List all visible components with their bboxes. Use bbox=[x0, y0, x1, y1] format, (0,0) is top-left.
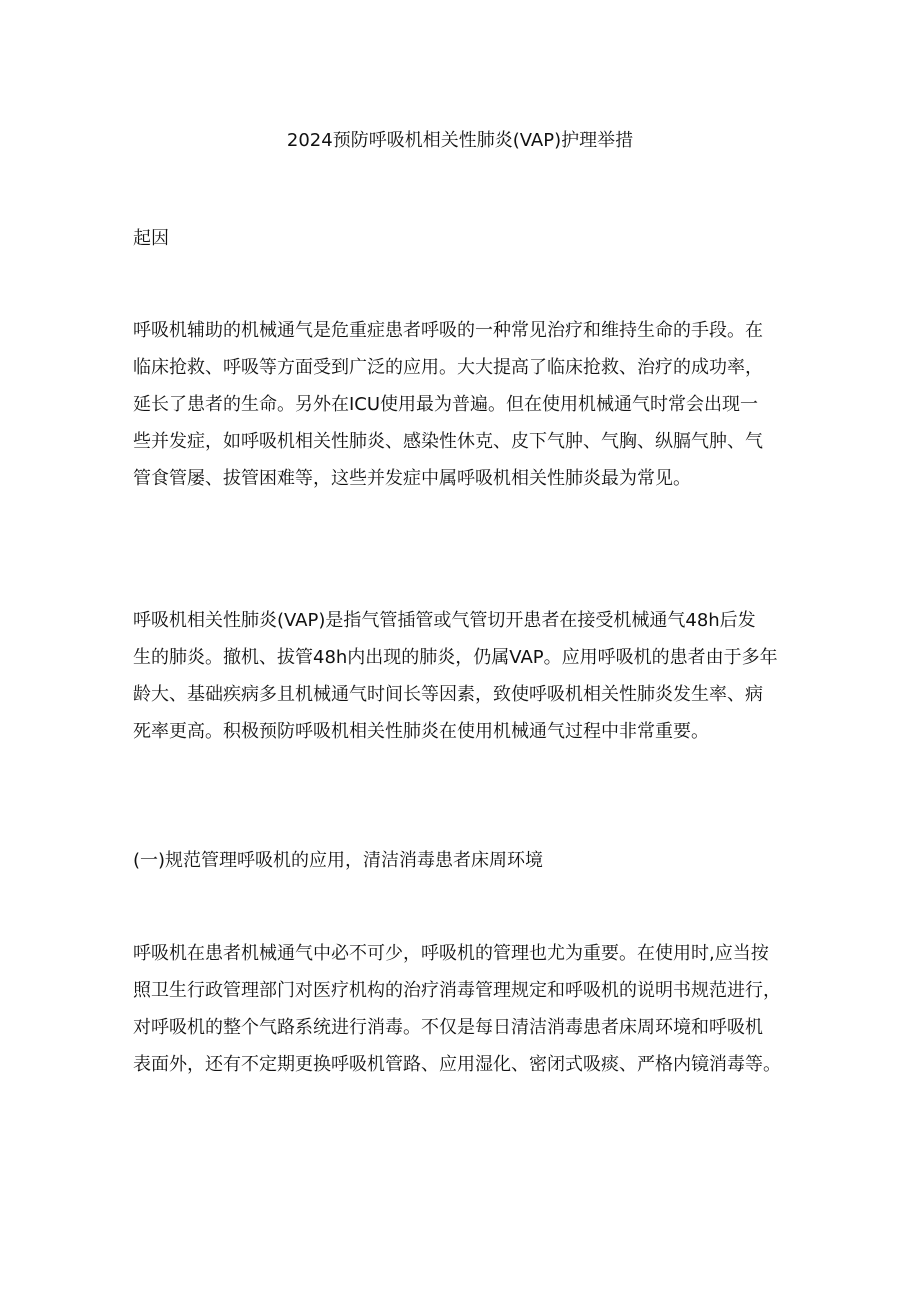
document-title: 2024预防呼吸机相关性肺炎(VAP)护理举措 bbox=[286, 130, 634, 151]
section-heading-cause: 起因 bbox=[133, 228, 169, 249]
section-heading-1: (一)规范管理呼吸机的应用，清洁消毒患者床周环境 bbox=[133, 850, 544, 871]
paragraph-line: 对呼吸机的整个气路系统进行消毒。不仅是每日清洁消毒患者床周环境和呼吸机 bbox=[133, 1017, 763, 1038]
paragraph-line: 表面外，还有不定期更换呼吸机管路、应用湿化、密闭式吸痰、严格内镜消毒等。 bbox=[133, 1054, 781, 1075]
paragraph-line: 照卫生行政管理部门对医疗机构的治疗消毒管理规定和呼吸机的说明书规范进行， bbox=[133, 980, 781, 1001]
paragraph-line: 呼吸机相关性肺炎(VAP)是指气管插管或气管切开患者在接受机械通气48h后发 bbox=[133, 610, 756, 631]
paragraph-line: 些并发症，如呼吸机相关性肺炎、感染性休克、皮下气肿、气胸、纵膈气肿、气 bbox=[133, 431, 763, 452]
paragraph-line: 临床抢救、呼吸等方面受到广泛的应用。大大提高了临床抢救、治疗的成功率， bbox=[133, 357, 763, 378]
paragraph-line: 管食管屡、拔管困难等，这些并发症中属呼吸机相关性肺炎最为常见。 bbox=[133, 468, 691, 489]
paragraph-line: 生的肺炎。撤机、拔管48h内出现的肺炎，仍属VAP。应用呼吸机的患者由于多年 bbox=[133, 647, 778, 668]
paragraph-line: 呼吸机在患者机械通气中必不可少，呼吸机的管理也尤为重要。在使用时,应当按 bbox=[133, 943, 769, 964]
paragraph-line: 死率更高。积极预防呼吸机相关性肺炎在使用机械通气过程中非常重要。 bbox=[133, 721, 709, 742]
paragraph-1 bbox=[133, 312, 803, 497]
paragraph-2 bbox=[133, 602, 803, 750]
paragraph-3 bbox=[133, 935, 803, 1083]
paragraph-line: 呼吸机辅助的机械通气是危重症患者呼吸的一种常见治疗和维持生命的手段。在 bbox=[133, 320, 763, 341]
paragraph-line: 龄大、基础疾病多且机械通气时间长等因素，致使呼吸机相关性肺炎发生率、病 bbox=[133, 684, 763, 705]
paragraph-line: 延长了患者的生命。另外在ICU使用最为普遍。但在使用机械通气时常会出现一 bbox=[133, 394, 759, 415]
